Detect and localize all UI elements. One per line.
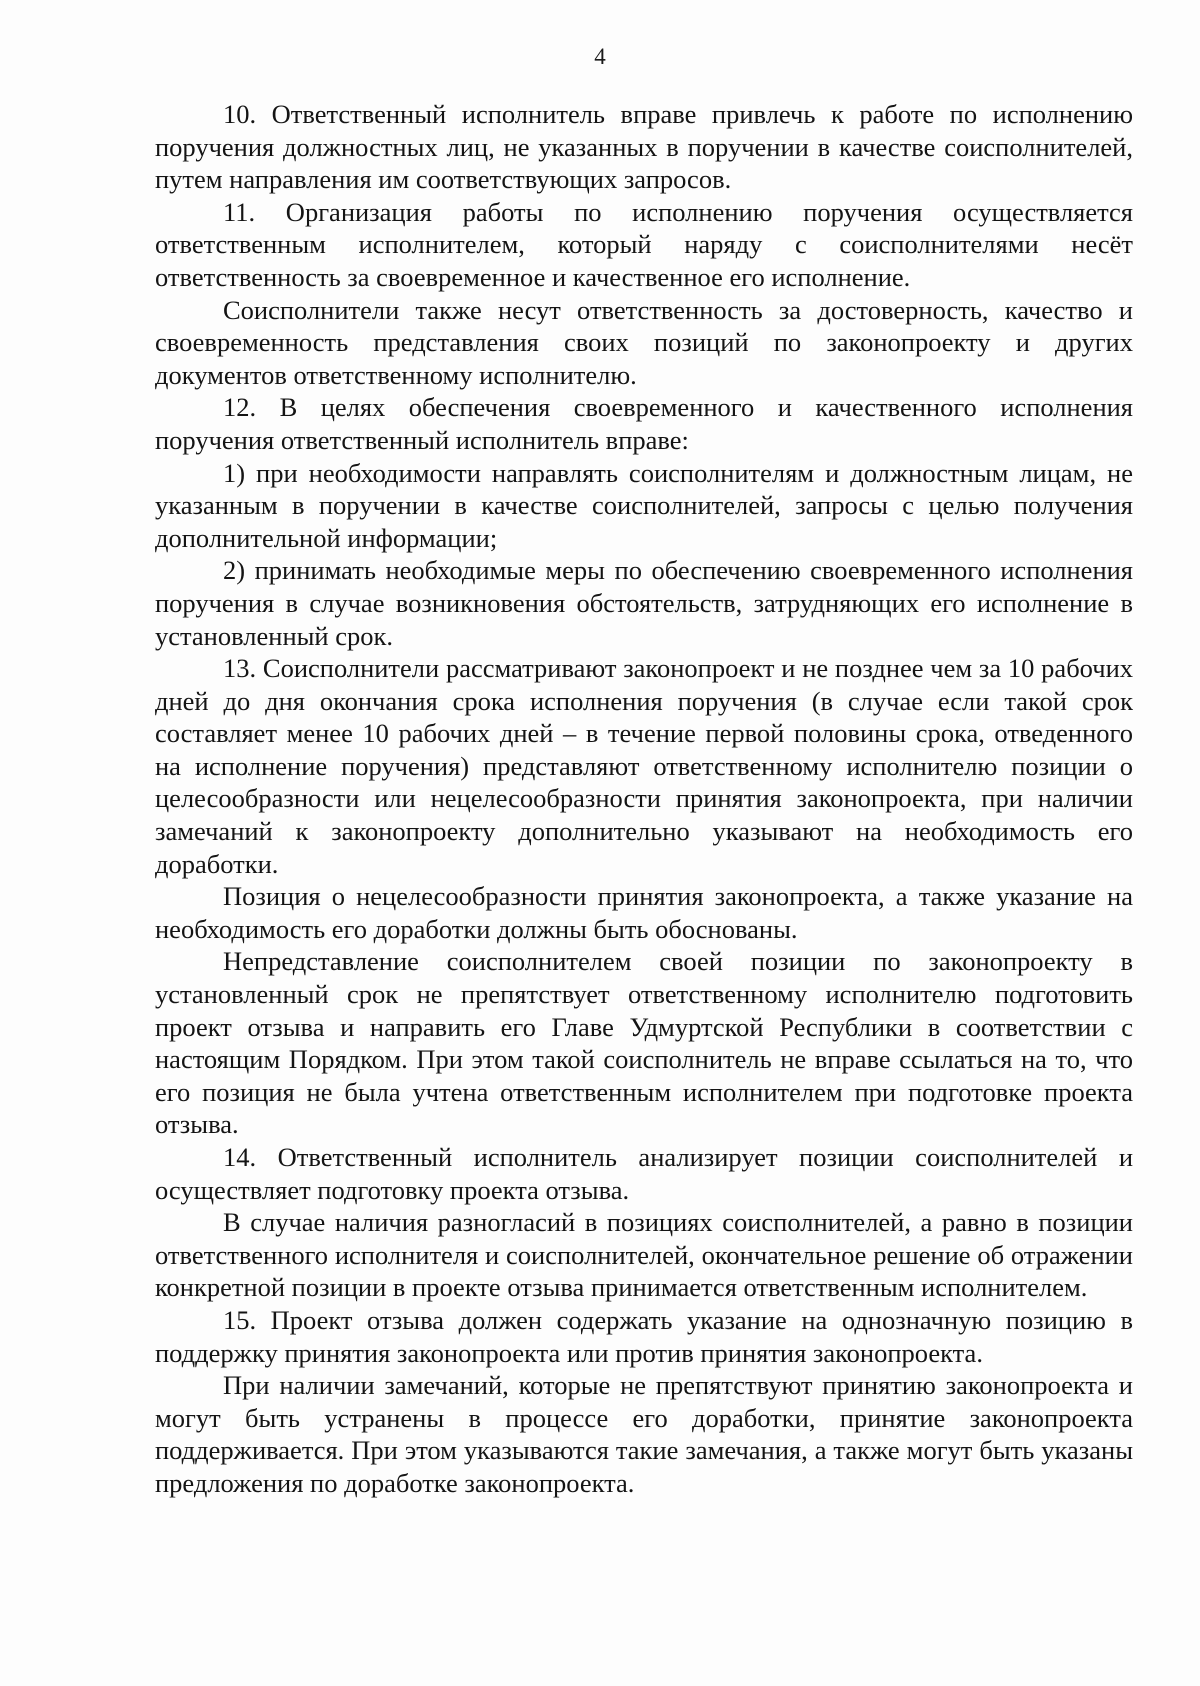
paragraph-14: 14. Ответственный исполнитель анализирует позиции соисполнителей и осуществляет подготовку проекта отзыва. <box>155 1142 1133 1205</box>
paragraph-10: 10. Ответственный исполнитель вправе привлечь к работе по исполнению поручения должностных лиц, не указанных в поручении в качестве соисполнителей, путем направления им соответствующих запросов. <box>155 99 1133 195</box>
paragraph-11: 11. Организация работы по исполнению поручения осуществляется ответственным исполнителем, который наряду с соисполнителями несёт ответственность за своевременное и качественное его исполнение. <box>155 196 1133 292</box>
paragraph-13: 13. Соисполнители рассматривают законопроект и не позднее чем за 10 рабочих дней до дня окончания срока исполнения поручения (в случае если такой срок составляет менее 10 рабочих дней – в течение первой половины срока, отведенного на исполнение поручения) представляют ответственному исполнителю позиции о целесообразности или нецелесообразности принятия законопроекта, при наличии замечаний к законопроекту дополнительно указывают на необходимость его доработки. <box>155 653 1133 879</box>
page-number: 4 <box>594 44 606 69</box>
paragraph-11-coexecutors: Соисполнители также несут ответственность за достоверность, качество и своевременность представления своих позиций по законопроекту и других документов ответственному исполнителю. <box>155 294 1133 390</box>
paragraph-12: 12. В целях обеспечения своевременного и качественного исполнения поручения ответственный исполнитель вправе: <box>155 392 1133 455</box>
paragraph-12-item-1: 1) при необходимости направлять соисполнителям и должностным лицам, не указанным в поручении в качестве соисполнителей, запросы с целью получения дополнительной информации; <box>155 457 1133 553</box>
paragraph-14-disagreements: В случае наличия разногласий в позициях соисполнителей, а равно в позиции ответственного исполнителя и соисполнителей, окончательное решение об отражении конкретной позиции в проекте отзыва принимается ответственным исполнителем. <box>155 1207 1133 1303</box>
paragraph-15: 15. Проект отзыва должен содержать указание на однозначную позицию в поддержку принятия законопроекта или против принятия законопроекта. <box>155 1304 1133 1368</box>
paragraph-13-justification: Позиция о нецелесообразности принятия законопроекта, а также указание на необходимость его доработки должны быть обоснованы. <box>155 881 1133 944</box>
document-body <box>155 98 1133 1500</box>
paragraph-15-remarks: При наличии замечаний, которые не препятствуют принятию законопроекта и могут быть устранены в процессе его доработки, принятие законопроекта поддерживается. При этом указываются такие замечания, а также могут быть указаны предложения по доработке законопроекта. <box>155 1370 1133 1498</box>
paragraph-12-item-2: 2) принимать необходимые меры по обеспечению своевременного исполнения поручения в случае возникновения обстоятельств, затрудняющих его исполнение в установленный срок. <box>155 555 1133 651</box>
paragraph-13-nonsubmission: Непредставление соисполнителем своей позиции по законопроекту в установленный срок не препятствует ответственному исполнителю подготовить проект отзыва и направить его Главе Удмуртской Республики в соответствии с настоящим Порядком. При этом такой соисполнитель не вправе ссылаться на то, что его позиция не была учтена ответственным исполнителем при подготовке проекта отзыва. <box>155 946 1133 1140</box>
